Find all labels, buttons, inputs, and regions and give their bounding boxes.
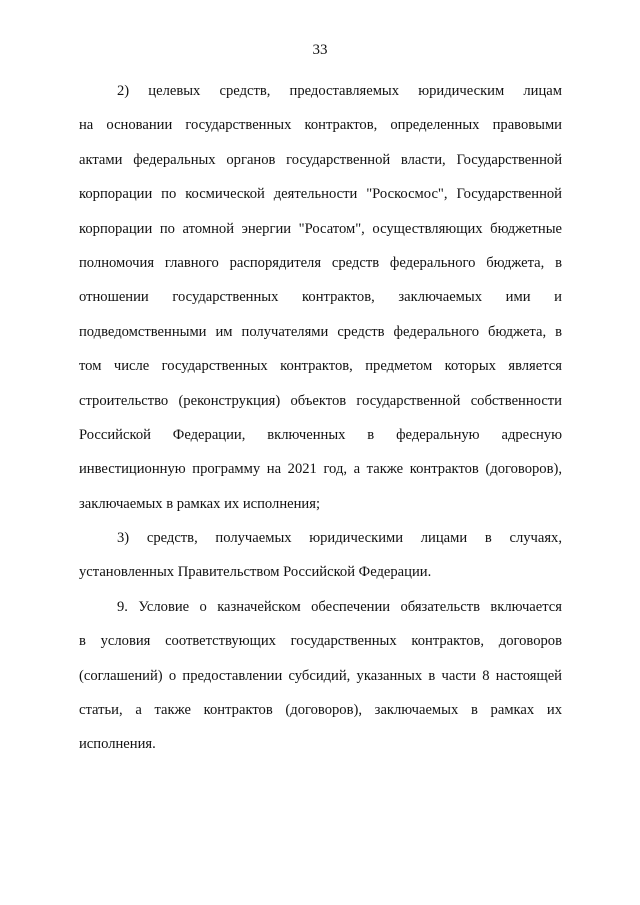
- text-line: корпорации по космической деятельности "Роскосмос", Государственной: [79, 186, 562, 203]
- text-line: 2) целевых средств, предоставляемых юридическим лицам: [117, 83, 562, 99]
- page-number: 33: [312, 42, 328, 58]
- text-line: на основании государственных контрактов, определенных правовыми: [79, 117, 562, 134]
- text-line: статьи, а также контрактов (договоров), заключаемых в рамках их: [79, 702, 562, 719]
- text-line: 3) средств, получаемых юридическими лицами в случаях,: [117, 530, 562, 547]
- text-line: исполнения.: [79, 736, 156, 753]
- text-line: корпорации по атомной энергии "Росатом", осуществляющих бюджетные: [79, 220, 562, 237]
- text-line: (соглашений) о предоставлении субсидий, указанных в части 8 настоящей: [79, 667, 562, 684]
- document-body: [79, 74, 562, 762]
- text-line: заключаемых в рамках их исполнения;: [79, 495, 320, 512]
- text-line: подведомственными им получателями средств федерального бюджета, в: [79, 323, 562, 340]
- text-line: том числе государственных контрактов, предметом которых является: [79, 358, 562, 375]
- text-line: инвестиционную программу на 2021 год, а также контрактов (договоров),: [79, 461, 562, 478]
- text-line: в условия соответствующих государственных контрактов, договоров: [79, 633, 562, 650]
- text-line: Российской Федерации, включенных в федеральную адресную: [79, 426, 562, 443]
- text-line: установленных Правительством Российской Федерации.: [79, 564, 432, 581]
- text-line: актами федеральных органов государственной власти, Государственной: [79, 151, 562, 168]
- paragraph-item-3: [79, 521, 562, 590]
- text-line: отношении государственных контрактов, заключаемых ими и: [79, 289, 562, 306]
- paragraph-item-2: [79, 74, 562, 521]
- paragraph-section-9: [79, 590, 562, 762]
- text-line: 9. Условие о казначейском обеспечении обязательств включается: [117, 598, 562, 615]
- text-line: строительство (реконструкция) объектов государственной собственности: [79, 392, 562, 409]
- text-line: полномочия главного распорядителя средств федерального бюджета, в: [79, 254, 562, 271]
